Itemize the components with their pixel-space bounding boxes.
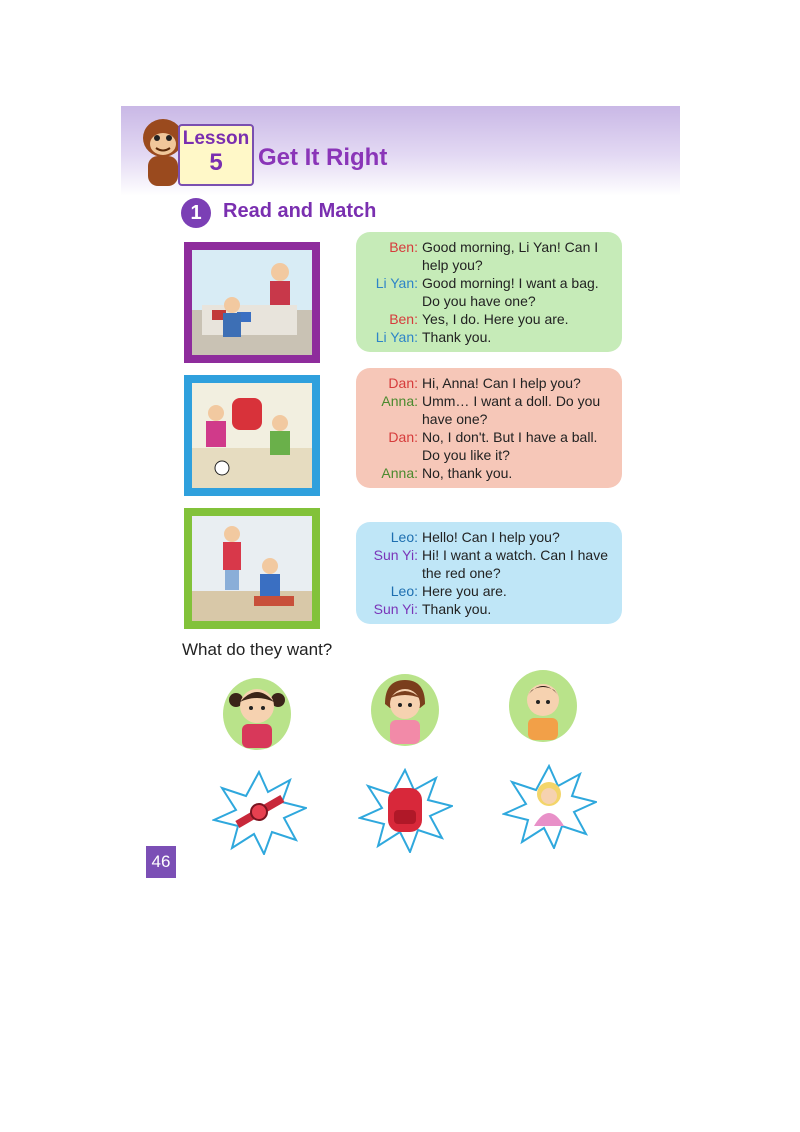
scene-picture-3 (184, 508, 320, 629)
dialogue-line (356, 392, 614, 428)
speaker-label: Dan: (388, 429, 418, 445)
dialogue-line (356, 546, 614, 582)
speech-text: Thank you. (422, 329, 492, 345)
lesson-title: Get It Right (258, 144, 388, 171)
speech-text: No, thank you. (422, 465, 513, 481)
girl-pigtails-icon (222, 672, 292, 752)
speech-text: Hi, Anna! Can I help you? (422, 375, 581, 391)
speaker-label: Li Yan: (375, 275, 418, 291)
speaker-label: Li Yan: (375, 329, 418, 345)
speech-text: Hi! I want a watch. Can I have the red one? (422, 547, 608, 581)
speaker-label: Sun Yi: (373, 601, 418, 617)
speaker-label: Anna: (381, 393, 418, 409)
speaker-label: Sun Yi: (373, 547, 418, 563)
speech-text: Hello! Can I help you? (422, 529, 560, 545)
lesson-number: 5 (209, 149, 223, 176)
lesson-tag (178, 124, 254, 186)
dialogue-box-3 (356, 522, 622, 624)
lesson-word: Lesson (182, 128, 250, 149)
dialogue-line (356, 374, 614, 392)
scene-picture-1 (184, 242, 320, 363)
dialogue-line (356, 310, 614, 328)
dialogue-line (356, 600, 614, 618)
page-number: 46 (146, 846, 176, 878)
speech-text: Here you are. (422, 583, 507, 599)
section-number-badge: 1 (181, 198, 211, 228)
dialogue-line (356, 274, 614, 310)
dialogue-line (356, 428, 614, 464)
speech-text: Yes, I do. Here you are. (422, 311, 569, 327)
speech-text: Good morning, Li Yan! Can I help you? (422, 239, 599, 273)
speaker-label: Ben: (389, 239, 418, 255)
doll-icon (502, 764, 597, 849)
speaker-label: Leo: (390, 583, 418, 599)
dialogue-line (356, 582, 614, 600)
dialogue-box-2 (356, 368, 622, 488)
watch-icon (212, 770, 307, 855)
speech-text: Thank you. (422, 601, 492, 617)
dialogue-line (356, 528, 614, 546)
speaker-label: Ben: (389, 311, 418, 327)
scene-picture-2 (184, 375, 320, 496)
speaker-label: Dan: (388, 375, 418, 391)
boy-icon (508, 664, 578, 744)
dialogue-line (356, 328, 614, 346)
dialogue-box-1 (356, 232, 622, 352)
speech-text: No, I don't. But I have a ball. Do you like it? (422, 429, 598, 463)
backpack-icon (358, 768, 453, 853)
section-title: Read and Match (223, 200, 377, 222)
question-text: What do they want? (182, 640, 333, 659)
speaker-label: Anna: (381, 465, 418, 481)
speech-text: Umm… I want a doll. Do you have one? (422, 393, 601, 427)
dialogue-line (356, 238, 614, 274)
girl-short-hair-icon (370, 668, 440, 748)
dialogue-line (356, 464, 614, 482)
speaker-label: Leo: (390, 529, 418, 545)
speech-text: Good morning! I want a bag. Do you have one? (422, 275, 599, 309)
